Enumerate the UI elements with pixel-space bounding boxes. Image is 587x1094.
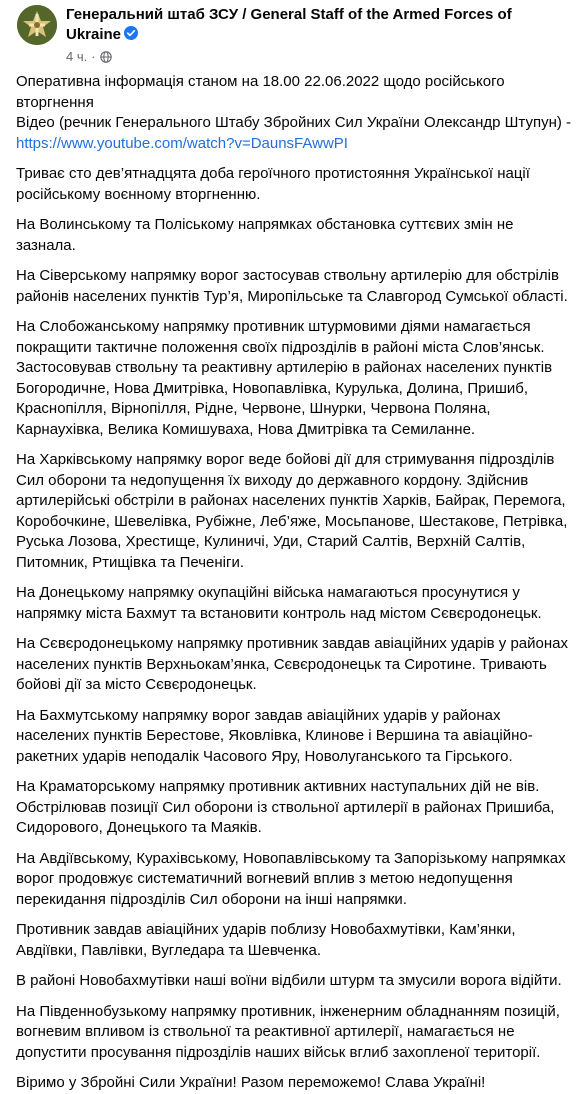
paragraph-7: На Сєвєродонецькому напрямку противник завдав авіаційних ударів у районах населених пунктів Верхньокам’янка, Сєвєродонецьк та Сиротине. Тривають бойові дії за місто Сєвєродонецьк. — [16, 635, 568, 693]
paragraph-10: На Авдіївському, Курахівському, Новопавлівському та Запорізькому напрямках ворог продовжує систематичний вогневий вплив з метою недопущення перекидання підрозділів Сил оборони на інші напрямки. — [16, 849, 566, 908]
paragraph-2: На Волинському та Поліському напрямках обстановка суттєвих змін не зазнала. — [16, 216, 514, 254]
intro-headline: Оперативна інформація станом на 18.00 22.06.2022 щодо російського вторгнення — [16, 73, 505, 111]
video-link[interactable]: https://www.youtube.com/watch?v=DaunsFAwwPI — [16, 134, 348, 152]
post-meta — [66, 49, 112, 64]
paragraph-11: Противник завдав авіаційних ударів поблизу Новобахмутівки, Кам’янки, Авдіївки, Павлівки, Вугледара та Шевченка. — [16, 921, 516, 959]
page-name-link[interactable]: Генеральний штаб ЗСУ / General Staff of the Armed Forces of Ukraine — [66, 6, 512, 43]
page-avatar[interactable] — [17, 5, 57, 45]
verified-badge-icon — [124, 26, 138, 40]
meta-separator: · — [91, 49, 96, 64]
paragraph-13: На Південнобузькому напрямку противник, інженерним обладнанням позицій, вогневим впливом із ствольної та реактивної артилерії, намагається не допустити просування підрозділів наших військ вглиб захопленої території. — [16, 1002, 560, 1061]
post-header — [15, 3, 575, 69]
paragraph-8: На Бахмутському напрямку ворог завдав авіаційних ударів у районах населених пунктів Берестове, Яковлівка, Клинове і Вершина та авіаційно-ракетних ударів неподалік Часового Яру, Новолуганського та Гірського. — [16, 706, 533, 765]
post-timestamp[interactable]: 4 ч. — [66, 49, 88, 64]
paragraph-1: Триває сто дев’ятнадцята доба героїчного протистояння Української нації російському воєнному вторгненню. — [16, 165, 530, 203]
intro-video-credit: Відео (речник Генерального Штабу Збройних Сил України Олександр Штупун) - — [16, 114, 572, 131]
paragraph-4: На Слобожанському напрямку противник штурмовими діями намагається покращити тактичне положення своїх підрозділів в районі міста Слов’янськ. Застосовував ствольну та реактивну артилерію в районах населених пунктів Богородичне, Нова Дмитрівка, Новопавлівка, Курулька, Долина, Пришиб, Краснопілля, Вірнопілля, Рідне, Червоне, Шнурки, Червона Поляна, Карнаухівка, Велика Комишуваха, Нова Дмитрівка та Семиланне. — [16, 318, 553, 438]
post-body — [16, 72, 576, 1094]
post-intro — [16, 72, 576, 154]
paragraph-9: На Краматорському напрямку противник активних наступальних дій не вів. Обстрілював позиції Сил оборони із ствольної артилерії в районах Пришиба, Сидорового, Донецького та Маяків. — [16, 778, 555, 836]
paragraph-6: На Донецькому напрямку окупаційні війська намагаються просунутися у напрямку міста Бахмут та встановити контроль над містом Сєвєродонецьк. — [16, 584, 542, 622]
paragraph-3: На Сіверському напрямку ворог застосував ствольну артилерію для обстрілів районів населених пунктів Тур’я, Миропільське та Славгород Сумської області. — [16, 267, 568, 305]
paragraph-5: На Харківському напрямку ворог веде бойові дії для стримування підрозділів Сил оборони та недопущення їх виходу до державного кордону. Здійснив артилерійські обстріли в районах населених пунктів Харків, Байрак, Перемога, Коробочкине, Шевелівка, Рубіжне, Леб’яже, Мосьпанове, Шестакове, Петрівка, Руська Лозова, Хрестище, Кулиничі, Уди, Старий Салтів, Верхній Салтів, Питомник, Ртищівка та Печеніги. — [16, 451, 568, 571]
emblem-icon — [17, 5, 57, 45]
page-name-line — [66, 5, 566, 44]
globe-icon[interactable] — [100, 51, 112, 63]
paragraph-12: В районі Новобахмутівки наші воїни відбили штурм та змусили ворога відійти. — [16, 972, 562, 989]
paragraph-14: Віримо у Збройні Сили України! Разом переможемо! Слава Україні! — [16, 1074, 486, 1091]
